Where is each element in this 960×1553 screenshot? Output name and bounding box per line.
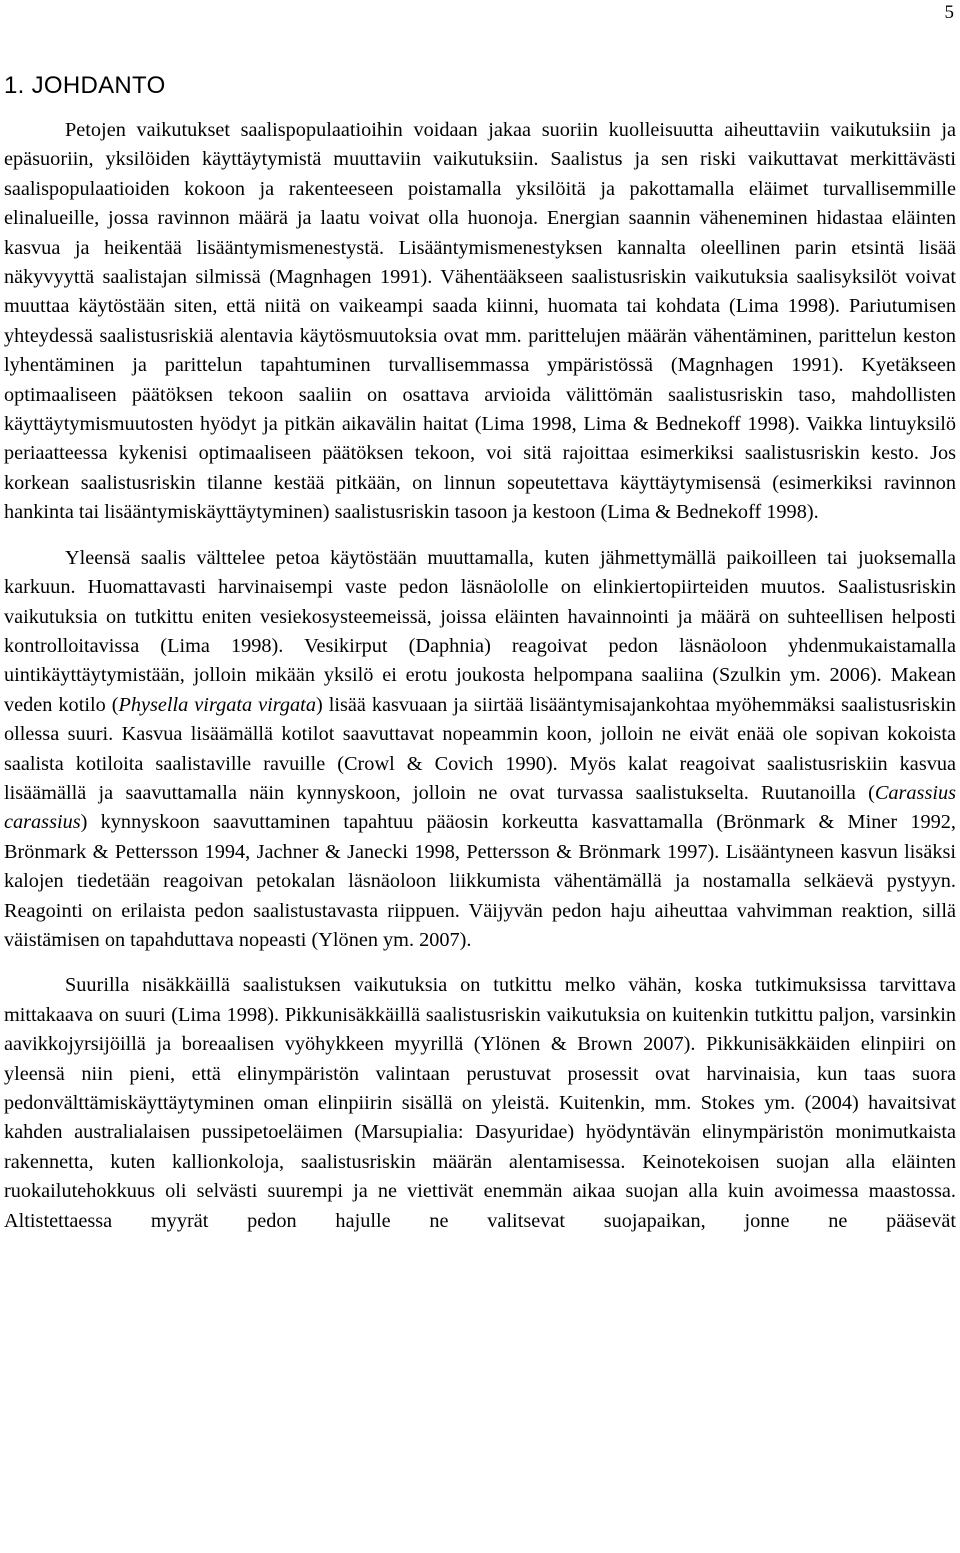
species-name: Carassius carassius bbox=[4, 781, 956, 834]
paragraph-prey-responses bbox=[4, 544, 956, 956]
paragraph-text: Suurilla nisäkkäillä saalistuksen vaikutuksia on tutkittu melko vähän, koska tutkimuksissa tarvittava mittakaava on suuri (Lima 1998). Pikkunisäkkäillä saalistusriskin vaikutuksia on kuitenkin tutkittu paljon, varsinkin aavikkojyrsijöillä ja boreaalisen vyöhykkeen myyrillä (Ylönen & Brown 2007). Pikkunisäkkäiden elinpiiri on yleensä niin pieni, että elinympäristön valintaan perustuvat prosessit ovat harvinaisia, kun taas suora pedonvälttämiskäyttäytyminen oman elinpiirin sisällä on yleistä. Kuitenkin, mm. Stokes ym. (2004) havaitsivat kahden australialaisen pussipetoeläimen (Marsupialia: Dasyuridae) hyödyntävän elinympäristön monimutkaista rakennetta, kuten kallionkoloja, saalistusriskin määrän alentamisessa. Keinotekoisen suojan alla eläinten ruokailutehokkuus oli selvästi suurempi ja ne viettivät enemmän aikaa suojan alla kuin avoimessa maastossa. Altistettaessa myyrät pedon hajulle ne valitsevat suojapaikan, jonne ne pääsevät bbox=[4, 974, 956, 1232]
page-number: 5 bbox=[944, 2, 954, 23]
paragraph-mammals bbox=[4, 971, 956, 1236]
section-heading: 1. JOHDANTO bbox=[4, 72, 166, 99]
paragraph-text: Yleensä saalis välttelee petoa käytöstään muuttamalla, kuten jähmettymällä paikoilleen tai juoksemalla karkuun. Huomattavasti harvinaisempi vaste pedon läsnäololle on elinkiertopiirteiden muutos. Saalistusriskin vaikutuksia on tutkittu eniten vesiekosysteemeissä, joissa eläinten havainnointi ja määrä on suhteellisen helposti kontrolloitavissa (Lima 1998). Vesikirput (Daphnia) reagoivat pedon läsnäoloon yhdenmukaistamalla uintikäyttäytymistään, jolloin mikään yksilö ei erotu joukosta helpompana saaliina (Szulkin ym. 2006). Makean veden kotilo ( bbox=[4, 546, 956, 716]
species-name: Physella virgata virgata bbox=[118, 693, 316, 716]
paragraph-text: ) kynnyskoon saavuttaminen tapahtuu pääosin korkeutta kasvattamalla (Brönmark & Miner 1992, Brönmark & Pettersson 1994, Jachner & Janecki 1998, Pettersson & Brönmark 1997). Lisääntyneen kasvun lisäksi kalojen tiedetään reagoivan petokalan läsnäoloon liikkumista vähentämällä ja nostamalla selkäevä pystyyn. Reagointi on erilaista pedon saalistustavasta riippuen. Väijyvän pedon haju aiheuttaa vahvimman reaktion, sillä väistämisen on tapahduttava nopeasti (Ylönen ym. 2007). bbox=[4, 811, 956, 951]
document-body bbox=[4, 66, 956, 1252]
paragraph-text: ) lisää kasvuaan ja siirtää lisääntymisajankohtaa myöhemmäksi saalistusriskin ollessa suuri. Kasvua lisäämällä kotilot saavuttavat nopeammin koon, jolloin ne eivät enää ole sopivan kokoista saalista kotiloita saalistaville ravuille (Crowl & Covich 1990). Myös kalat reagoivat saalistusriskiin kasvua lisäämällä ja saavuttamalla näin kynnyskoon, jolloin ne ovat turvassa saalistukselta. Ruutanoilla ( bbox=[4, 693, 956, 804]
paragraph-predation-effects bbox=[4, 116, 956, 528]
paragraph-text: Petojen vaikutukset saalispopulaatioihin voidaan jakaa suoriin kuolleisuutta aiheuttaviin vaikutuksiin ja epäsuoriin, yksilöiden käyttäytymistä muuttaviin vaikutuksiin. Saalistus ja sen riski vaikuttavat merkittävästi saalispopulaatioiden kokoon ja rakenteeseen poistamalla yksilöitä ja pakottamalla eläimet turvallisemmille elinalueille, jossa ravinnon määrä ja laatu voivat olla huonoja. Energian saannin väheneminen hidastaa eläinten kasvua ja heikentää lisääntymismenestystä. Lisääntymismenestyksen kannalta oleellinen parin etsintä lisää näkyvyyttä saalistajan silmissä (Magnhagen 1991). Vähentääkseen saalistusriskin vaikutuksia saalisyksilöt voivat muuttaa käytöstään siten, että niitä on vaikeampi saada kiinni, huomata tai kohdata (Lima 1998). Pariutumisen yhteydessä saalistusriskiä alentavia käytösmuutoksia ovat mm. parittelujen määrän vähentäminen, parittelun keston lyhentäminen ja parittelun tapahtuminen turvallisemmassa ympäristössä (Magnhagen 1991). Kyetäkseen optimaaliseen päätöksen tekoon saaliin on osattava arvioida välittömän saalistusriskin taso, mahdollisten käyttäytymismuutosten hyödyt ja pitkän aikavälin haitat (Lima 1998, Lima & Bednekoff 1998). Vaikka lintuyksilö periaatteessa kykenisi optimaaliseen päätöksen tekoon, voi sitä rajoittaa esimerkiksi saalistusriskin kesto. Jos korkean saalistusriskin tilanne kestää pitkään, on linnun sopeutettava käyttäytymisensä (esimerkiksi ravinnon hankinta tai lisääntymiskäyttäytyminen) saalistusriskin tasoon ja kestoon (Lima & Bednekoff 1998). bbox=[4, 119, 956, 524]
